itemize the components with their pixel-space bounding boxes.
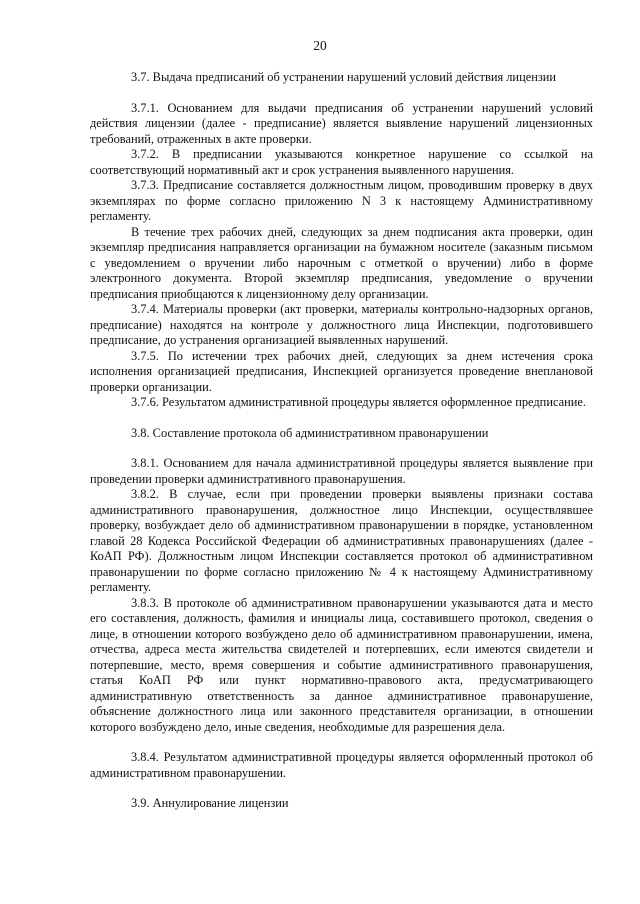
paragraph-3-7-1: 3.7.1. Основанием для выдачи предписания об устранении нарушений условий действия лицензии (далее - предписание) является выявление нарушений лицензионных требований, отраженных в акте проверки.	[90, 100, 593, 146]
section-heading-3-7: 3.7. Выдача предписаний об устранении нарушений условий действия лицензии	[131, 70, 556, 84]
document-body	[90, 70, 593, 812]
spacer	[90, 411, 593, 426]
paragraph-3-8-1: 3.8.1. Основанием для начала административной процедуры является выявление при проведении проверки административного правонарушения.	[90, 456, 593, 486]
paragraph-3-8-4: 3.8.4. Результатом административной процедуры является оформленный протокол об административном правонарушении.	[90, 750, 593, 780]
spacer	[90, 735, 593, 750]
paragraph-3-8-2: 3.8.2. В случае, если при проведении проверки выявлены признаки состава административного правонарушения, должностное лицо Инспекции, осуществлявшее проверку, возбуждает дело об административном правонарушении в порядке, установленном главой 28 Кодекса Российской Федерации об административных правонарушениях (далее - КоАП РФ). Должностным лицом Инспекции составляется протокол об административном правонарушении по форме согласно приложению № 4 к настоящему Административному регламенту.	[90, 487, 593, 594]
paragraph-3-8-3: 3.8.3. В протоколе об административном правонарушении указываются дата и место его составления, должность, фамилия и инициалы лица, составившего протокол, сведения о лице, в отношении которого возбуждено дело об административном правонарушении, имена, отчества, адреса места жительства свидетелей и потерпевших, если имеются свидетели и потерпевшие, место, время совершения и событие административного правонарушения, статья КоАП РФ или пункт нормативно-правового акта, предусматривающего административную ответственность за данное административное правонарушение, объяснение должностного лица или законного представителя организации, в отношении которого возбуждено дело, иные сведения, необходимые для разрешения дела.	[90, 595, 593, 734]
spacer	[90, 441, 593, 456]
section-heading-3-8: 3.8. Составление протокола об административном правонарушении	[131, 425, 489, 440]
paragraph-3-7-2: 3.7.2. В предписании указываются конкретное нарушение со ссылкой на соответствующий нормативный акт и срок устранения выявленного нарушения.	[90, 147, 593, 177]
paragraph-3-7-5: 3.7.5. По истечении трех рабочих дней, следующих за днем истечения срока исполнения организацией предписания, Инспекцией организуется проведение внеплановой проверки организации.	[90, 348, 593, 394]
paragraph-3-7-3-continued: В течение трех рабочих дней, следующих за днем подписания акта проверки, один экземпляр предписания направляется организации на бумажном носителе (заказным письмом с уведомлением о вручении либо нарочным с отметкой о вручении) либо в форме электронного документа. Второй экземпляр предписания, уведомление о вручении предписания приобщаются к лицензионному делу организации.	[90, 224, 593, 301]
paragraph-3-7-3: 3.7.3. Предписание составляется должностным лицом, проводившим проверку в двух экземплярах по форме согласно приложению N 3 к настоящему Административному регламенту.	[90, 178, 593, 223]
section-heading-3-9: 3.9. Аннулирование лицензии	[131, 796, 289, 810]
spacer	[90, 781, 593, 796]
paragraph-3-7-4: 3.7.4. Материалы проверки (акт проверки, материалы контрольно-надзорных органов, предписание) находятся на контроле у должностного лица Инспекции, подготовившего предписание, до устранения организацией выявленных нарушений.	[90, 302, 593, 347]
paragraph-3-7-6: 3.7.6. Результатом административной процедуры является оформленное предписание.	[131, 395, 586, 409]
spacer	[90, 86, 593, 101]
page-number: 20	[313, 38, 327, 53]
